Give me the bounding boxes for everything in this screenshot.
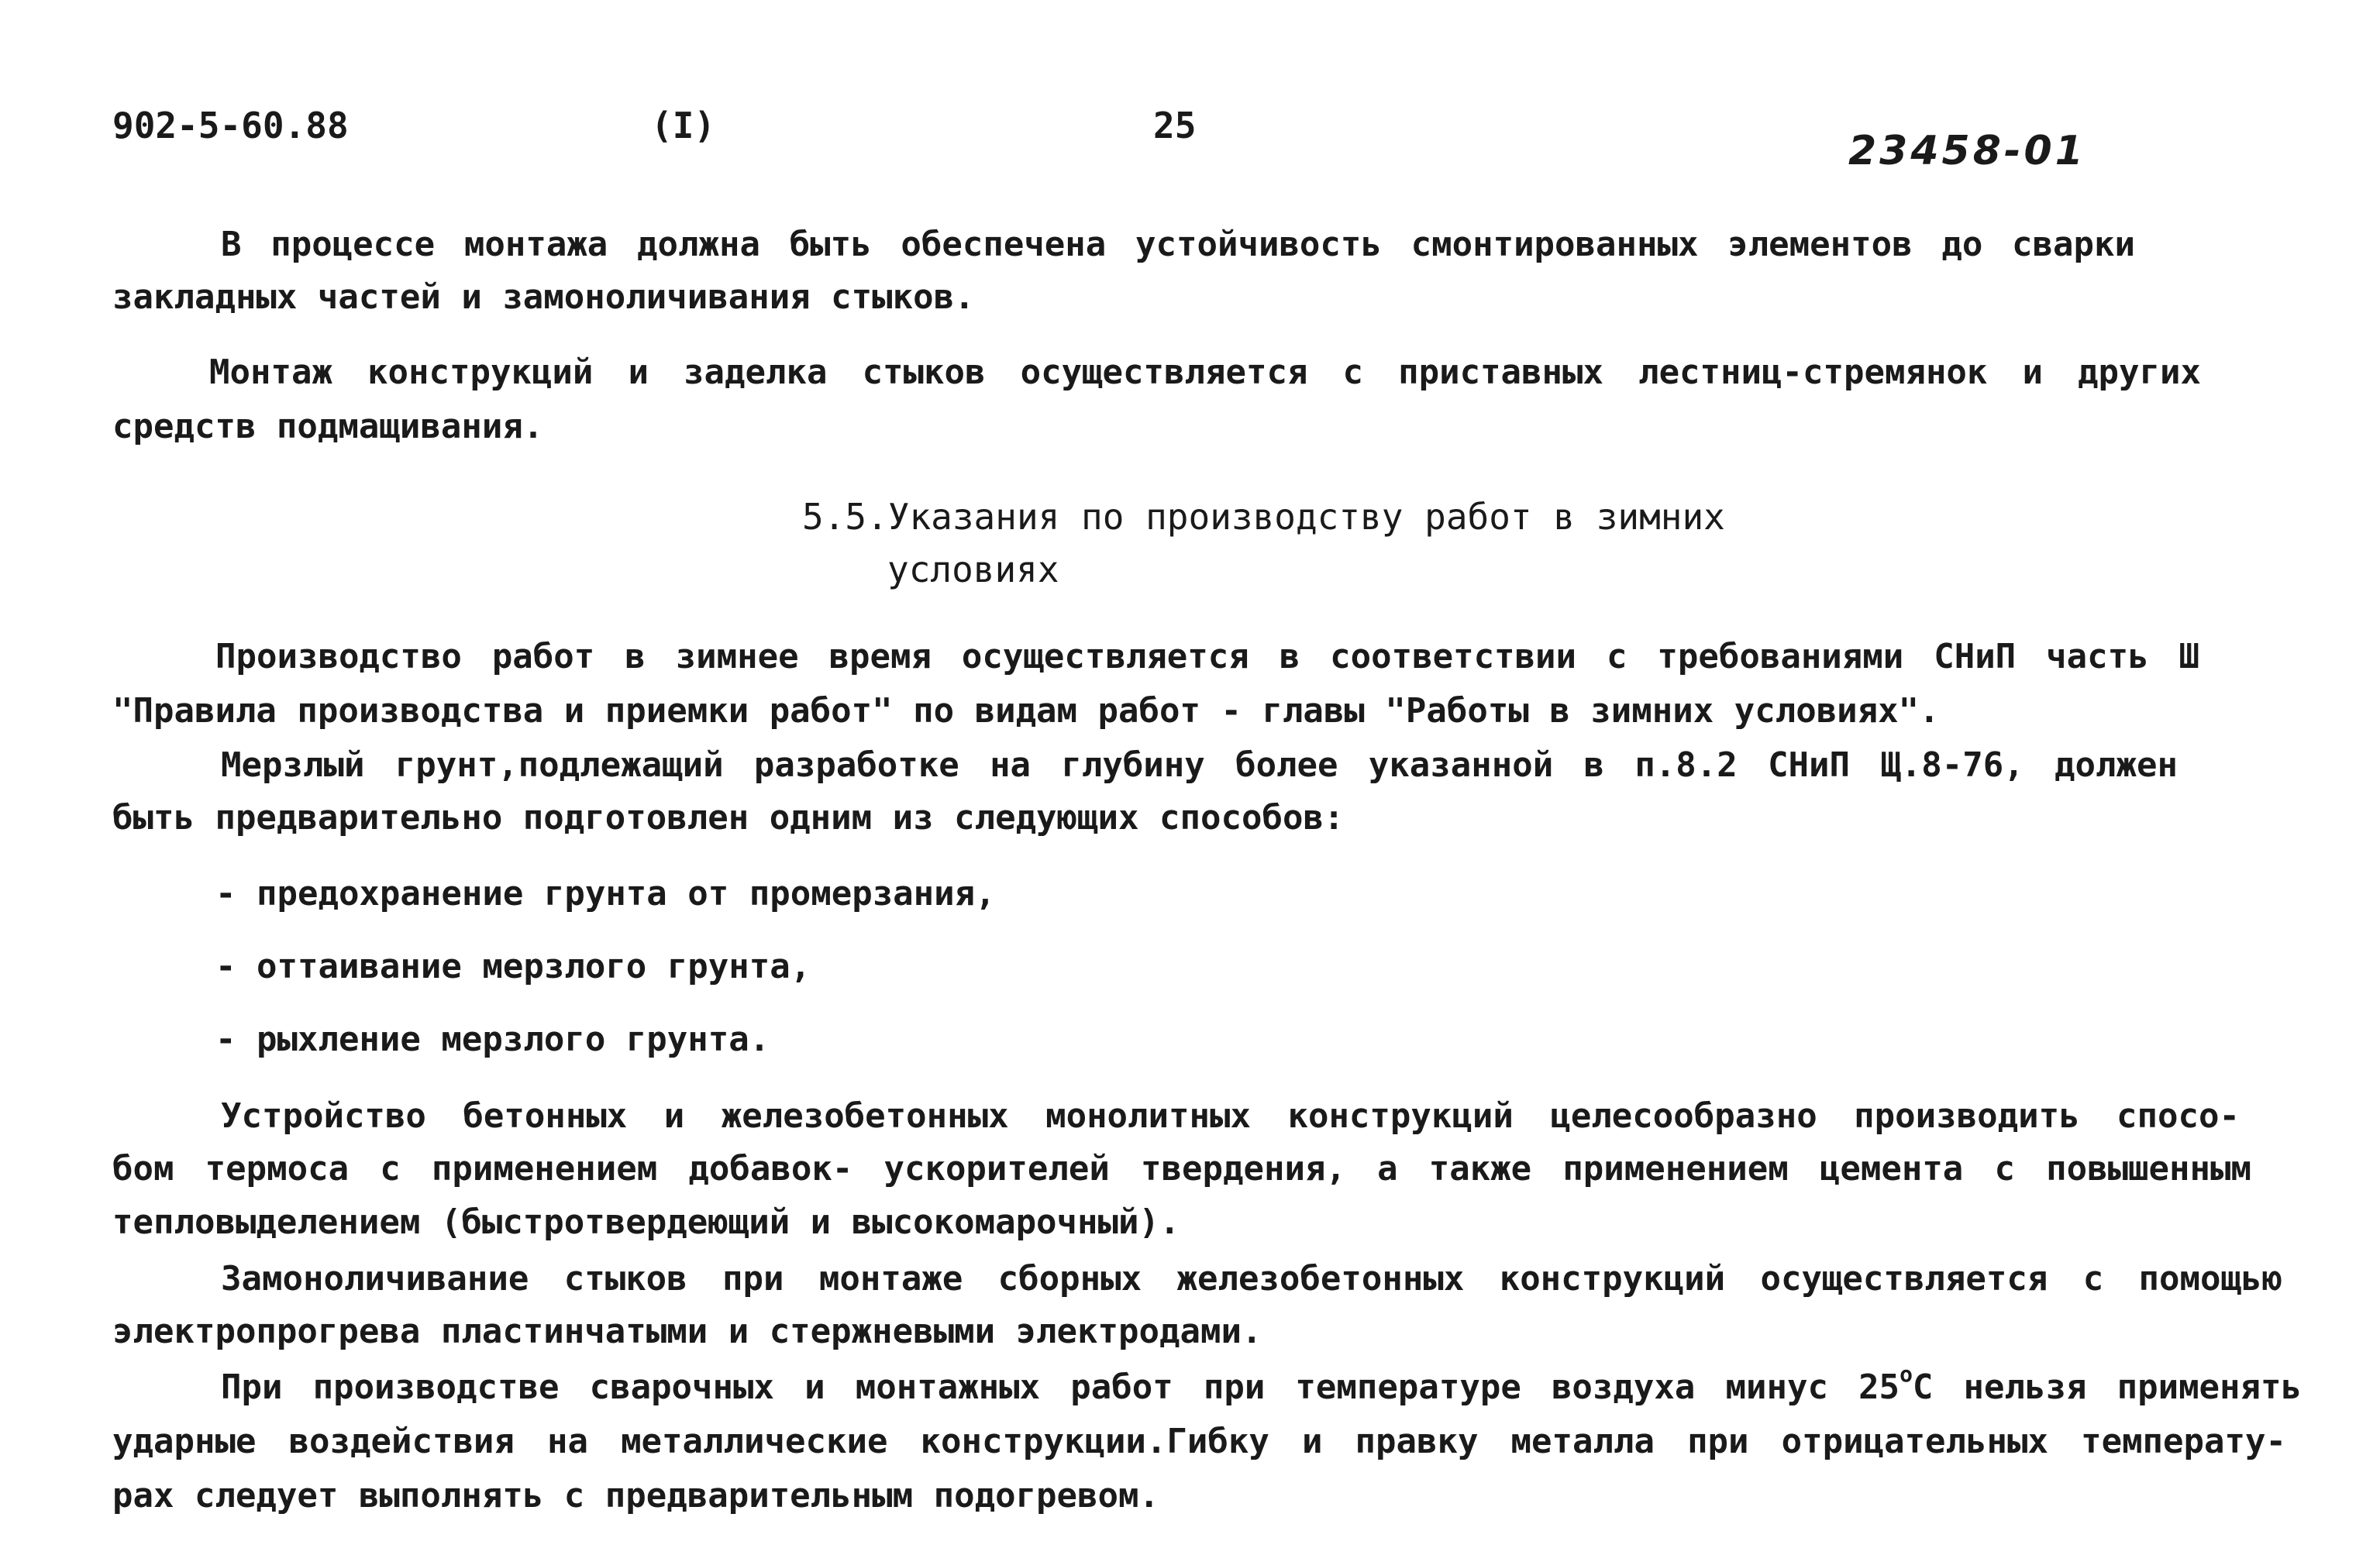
list-item: - рыхление мерзлого грунта. — [215, 1020, 770, 1059]
para3-line2: "Правила производства и приемки работ" по видам работ - главы "Работы в зимних условиях". — [112, 691, 1940, 731]
para5-line2: бом термоса с применением добавок- ускорителей твердения, а также применением цемента с повышенным — [112, 1149, 2251, 1189]
para7-line1-text-b: С нельзя применять — [1912, 1368, 2303, 1407]
para4-line2: быть предварительно подготовлен одним из следующих способов: — [112, 798, 1345, 838]
para2-line2: средств подмащивания. — [112, 407, 544, 446]
para7-line1-text-a: При производстве сварочных и монтажных работ при температуре воздуха минус 25 — [221, 1368, 1900, 1407]
part-number: (I) — [651, 105, 716, 146]
para6-line1: Замоноличивание стыков при монтаже сборных железобетонных конструкций осуществляется с помощью — [221, 1259, 2282, 1299]
inventory-stamp: 23458-01 — [1848, 128, 2086, 174]
list-item: - предохранение грунта от промерзания, — [215, 874, 996, 913]
document-code: 902-5-60.88 — [112, 105, 349, 146]
degree-sign: о — [1900, 1361, 1913, 1387]
para7-line1 — [221, 1361, 2303, 1407]
section-heading-line2: условиях — [887, 549, 1059, 590]
para3-line1: Производство работ в зимнее время осуществляется в соответствии с требованиями СНиП часть Ш — [215, 637, 2199, 676]
para4-line1: Мерзлый грунт,подлежащий разработке на глубину более указанной в п.8.2 СНиП Щ.8-76, должен — [221, 745, 2178, 785]
page-number: 25 — [1153, 105, 1197, 146]
para7-line2: ударные воздействия на металлические конструкции.Гибку и правку металла при отрицательных температу- — [112, 1422, 2286, 1461]
list-item: - оттаивание мерзлого грунта, — [215, 947, 811, 986]
para2-line1: Монтаж конструкций и заделка стыков осуществляется с приставных лестниц-стремянок и других — [209, 353, 2201, 392]
para5-line3: тепловыделением (быстротвердеющий и высокомарочный). — [112, 1202, 1180, 1242]
para5-line1: Устройство бетонных и железобетонных монолитных конструкций целесообразно производить спосо- — [221, 1096, 2240, 1136]
para6-line2: электропрогрева пластинчатыми и стержневыми электродами. — [112, 1312, 1262, 1351]
para1-line2: закладных частей и замоноличивания стыков. — [112, 277, 975, 317]
section-heading-line1: 5.5.Указания по производству работ в зимних — [802, 496, 1725, 538]
para7-line3: рах следует выполнять с предварительным подогревом. — [112, 1476, 1160, 1515]
para1-line1: В процессе монтажа должна быть обеспечена устойчивость смонтированных элементов до сварки — [221, 225, 2135, 264]
